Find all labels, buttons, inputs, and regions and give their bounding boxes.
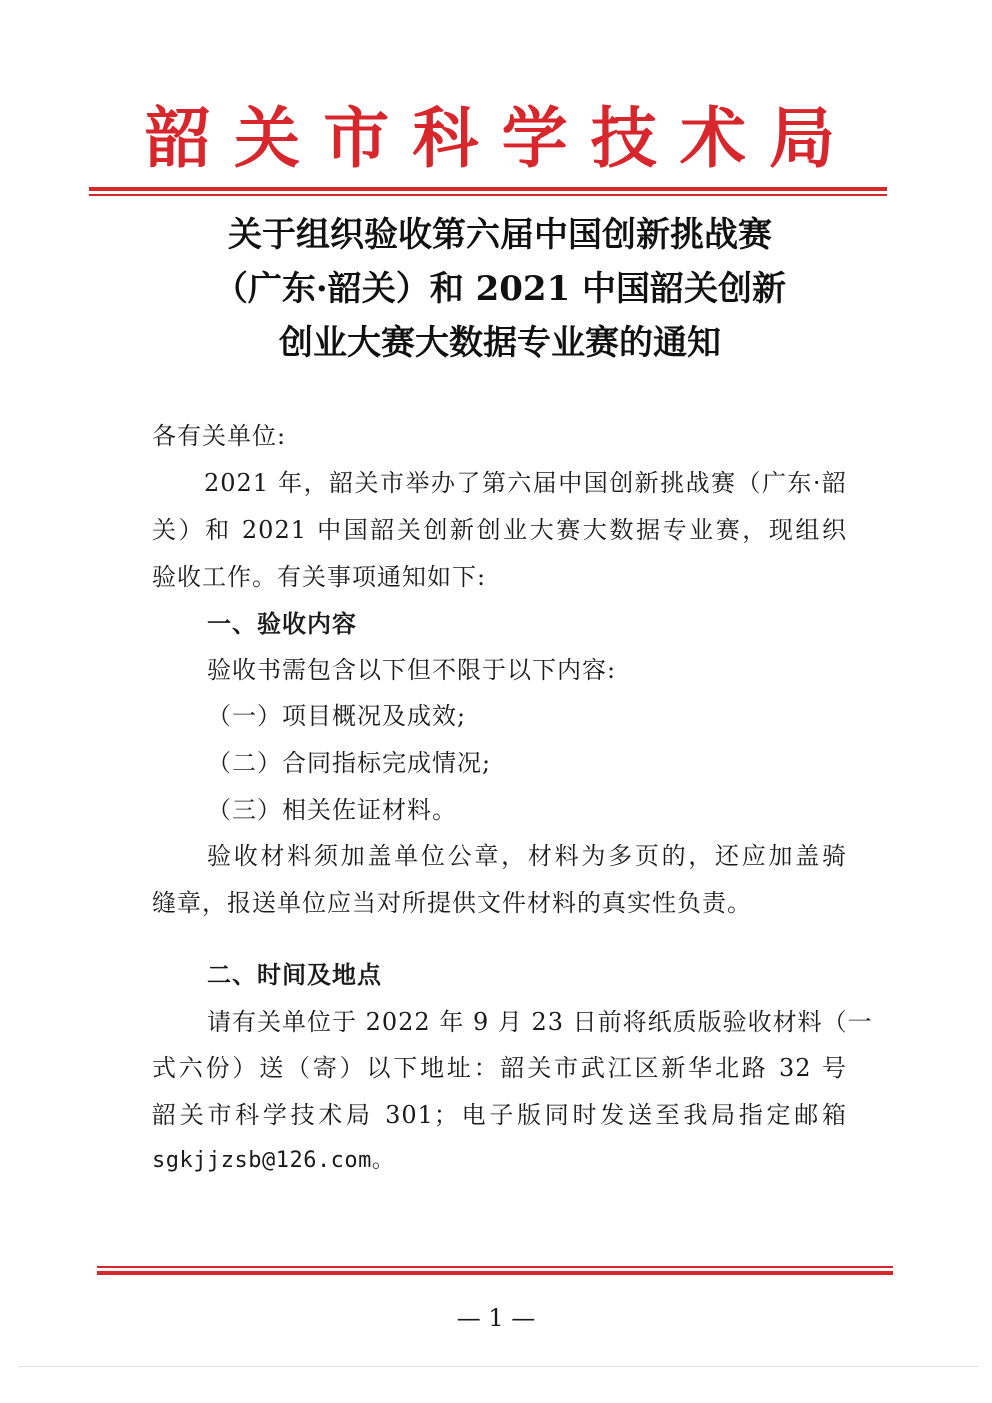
section-heading: 一、验收内容 [207, 610, 357, 638]
masthead-char: 技 [590, 99, 657, 177]
divider-thick-line [97, 1271, 893, 1275]
email-line: sgkjjzsb@126.com。 [152, 1148, 395, 1173]
salutation: 各有关单位: [152, 422, 287, 450]
page-number: — 1 — [456, 1304, 536, 1332]
masthead-char: 局 [768, 99, 835, 177]
section-heading: 二、时间及地点 [207, 961, 382, 989]
note-line: 验收材料须加盖单位公章，材料为多页的，还应加盖骑 [207, 842, 847, 870]
document-body [152, 0, 873, 1403]
divider-thin-line [97, 1266, 893, 1268]
masthead-char: 市 [323, 99, 390, 177]
masthead-char: 学 [501, 99, 568, 177]
title-line: 创业大赛大数据专业赛的通知 [279, 323, 721, 363]
note-line: 缝章，报送单位应当对所提供文件材料的真实性负责。 [152, 889, 752, 917]
scan-edge-line [18, 1366, 978, 1367]
masthead-char: 术 [679, 99, 746, 177]
footer-divider [97, 1266, 893, 1275]
intro-line: 验收工作。有关事项通知如下: [152, 563, 487, 591]
intro-line: 关）和 2021 中国韶关创新创业大赛大数据专业赛，现组织 [152, 516, 847, 544]
list-item: （二）合同指标完成情况; [207, 749, 492, 777]
paragraph-line: 请有关单位于 2022 年 9 月 23 日前将纸质版验收材料（一 [207, 1008, 873, 1036]
paragraph-line: 韶关市科学技术局 301；电子版同时发送至我局指定邮箱 [152, 1101, 847, 1129]
title-line: 关于组织验收第六届中国创新挑战赛 [228, 215, 772, 255]
masthead-char: 科 [412, 99, 479, 177]
title-line: （广东·韶关）和 2021 中国韶关创新 [213, 269, 787, 309]
list-item: （三）相关佐证材料。 [207, 796, 457, 824]
paragraph-line: 式六份）送（寄）以下地址：韶关市武江区新华北路 32 号 [152, 1054, 847, 1082]
intro-line: 2021 年，韶关市举办了第六届中国创新挑战赛（广东·韶 [204, 469, 847, 497]
masthead-char: 韶 [145, 99, 211, 177]
section-lead: 验收书需包含以下但不限于以下内容: [207, 656, 617, 684]
list-item: （一）项目概况及成效; [207, 702, 467, 730]
masthead-char: 关 [234, 99, 301, 177]
